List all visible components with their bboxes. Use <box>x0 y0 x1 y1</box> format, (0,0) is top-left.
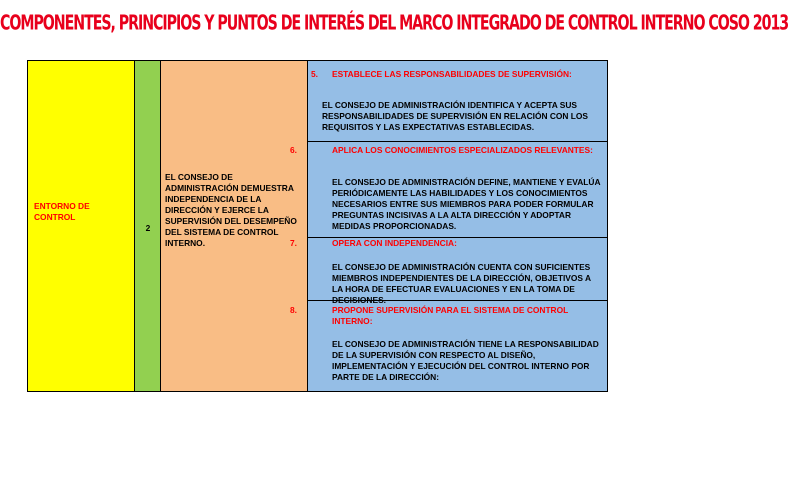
point-heading-text: APLICA LOS CONOCIMIENTOS ESPECIALIZADOS RELEVANTES: <box>332 145 593 155</box>
point-of-focus-8 <box>290 301 607 393</box>
point-heading-text: OPERA CON INDEPENDENCIA: <box>332 238 457 248</box>
point-of-focus-7 <box>290 238 607 305</box>
point-number: 8. <box>290 305 297 315</box>
point-heading <box>290 145 603 156</box>
point-number: 7. <box>290 238 297 248</box>
point-text: EL CONSEJO DE ADMINISTRACIÓN TIENE LA RESPONSABILIDAD DE LA SUPERVISIÓN CON RESPECTO AL DISEÑO, IMPLEMENTACIÓN Y EJECUCIÓN DEL CONTROL INTERNO POR PARTE DE LA DIRECCIÓN: <box>332 339 599 382</box>
point-text: EL CONSEJO DE ADMINISTRACIÓN IDENTIFICA Y ACEPTA SUS RESPONSABILIDADES DE SUPERVISIÓN EN RELACIÓN CON LOS REQUISITOS Y LAS EXPECTATIVAS ESTABLECIDAS. <box>322 100 589 132</box>
point-heading-text: ESTABLECE LAS RESPONSABILIDADES DE SUPERVISIÓN: <box>332 69 572 79</box>
page-title: COMPONENTES, PRINCIPIOS Y PUNTOS DE INTERÉS DEL MARCO INTEGRADO DE CONTROL INTERNO COSO 2013 <box>0 12 788 36</box>
point-number: 6. <box>290 145 297 155</box>
point-heading <box>290 305 603 327</box>
point-heading-text: PROPONE SUPERVISIÓN PARA EL SISTEMA DE CONTROL INTERNO: <box>332 305 569 326</box>
point-number: 5. <box>311 69 318 79</box>
principle-cell <box>161 61 308 391</box>
coso-table <box>27 60 608 392</box>
point-of-focus-5 <box>308 61 607 142</box>
point-heading <box>290 238 603 249</box>
component-label: ENTORNO DE CONTROL <box>34 201 90 222</box>
point-text: EL CONSEJO DE ADMINISTRACIÓN CUENTA CON SUFICIENTES MIEMBROS INDEPENDIENTES DE LA DIRECCIÓN, OBJETIVOS A LA HORA DE EFECTUAR EVALUACIONES Y EN LA TOMA DE DECISIONES. <box>332 262 591 305</box>
principle-text: EL CONSEJO DE ADMINISTRACIÓN DEMUESTRA INDEPENDENCIA DE LA DIRECCIÓN Y EJERCE LA SUPERVISIÓN DEL DESEMPEÑO DEL SISTEMA DE CONTROL INTERNO. <box>165 172 297 248</box>
principle-number: 2 <box>145 223 151 233</box>
point-of-focus-6 <box>290 142 607 238</box>
principle-number-cell <box>135 61 161 391</box>
points-of-focus-column <box>290 61 607 391</box>
point-heading <box>311 69 603 80</box>
point-text: EL CONSEJO DE ADMINISTRACIÓN DEFINE, MANTIENE Y EVALÚA PERIÓDICAMENTE LAS HABILIDADES Y LOS CONOCIMIENTOS NECESARIOS ENTRE SUS MIEMBROS PARA PODER FORMULAR PREGUNTAS INCISIVAS A LA ALTA DIRECCIÓN Y ADOPTAR MEDIDAS PROPORCIONADAS. <box>332 177 601 231</box>
component-cell <box>28 61 135 391</box>
